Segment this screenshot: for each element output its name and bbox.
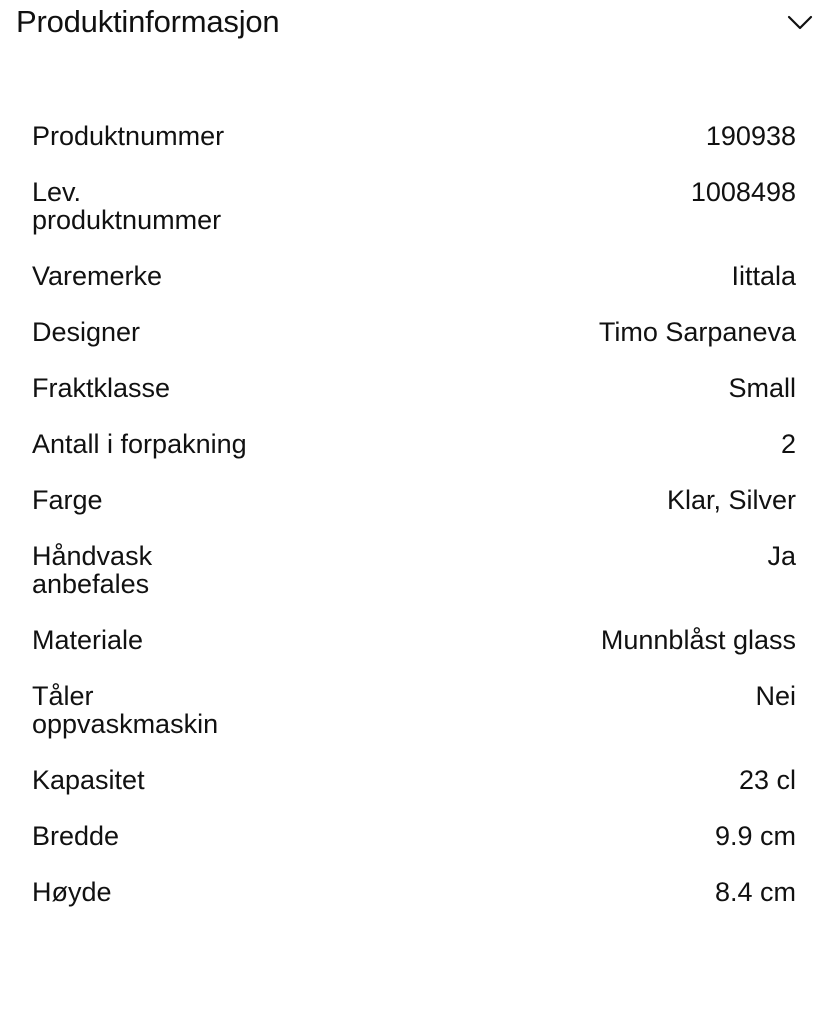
- spec-value: Nei: [755, 681, 796, 711]
- product-info-accordion-header[interactable]: [0, 0, 828, 46]
- spec-label: Produktnummer: [32, 121, 225, 151]
- spec-row-fraktklasse: [32, 374, 796, 402]
- spec-value: 9.9 cm: [714, 821, 796, 851]
- spec-label: Lev. produktnummer: [32, 177, 222, 235]
- spec-row-kapasitet: [32, 766, 796, 794]
- spec-label: Antall i forpakning: [32, 429, 247, 459]
- spec-value: 23 cl: [738, 765, 796, 795]
- spec-label: Materiale: [32, 625, 144, 655]
- spec-value: 2: [780, 429, 796, 459]
- spec-value: Iittala: [731, 261, 796, 291]
- spec-row-varemerke: [32, 262, 796, 290]
- spec-row-materiale: [32, 626, 796, 654]
- spec-label: Varemerke: [32, 261, 163, 291]
- spec-row-farge: [32, 486, 796, 514]
- product-spec-table: [32, 122, 796, 934]
- spec-row-produktnummer: [32, 122, 796, 150]
- spec-value: Munnblåst glass: [600, 625, 796, 655]
- spec-row-bredde: [32, 822, 796, 850]
- spec-value: 8.4 cm: [714, 877, 796, 907]
- spec-row-lev-produktnummer: [32, 178, 796, 234]
- spec-label: Håndvask anbefales: [32, 541, 153, 599]
- spec-label: Farge: [32, 485, 103, 515]
- spec-value: 1008498: [690, 177, 796, 207]
- spec-value: Ja: [767, 541, 796, 571]
- spec-value: Klar, Silver: [666, 485, 796, 515]
- spec-row-designer: [32, 318, 796, 346]
- spec-label: Kapasitet: [32, 765, 145, 795]
- spec-value: Small: [728, 373, 796, 403]
- chevron-down-icon[interactable]: [786, 12, 814, 32]
- spec-label: Fraktklasse: [32, 373, 171, 403]
- spec-value: Timo Sarpaneva: [598, 317, 796, 347]
- spec-row-antall-i-forpakning: [32, 430, 796, 458]
- accordion-title: Produktinformasjon: [16, 4, 280, 39]
- spec-value: 190938: [705, 121, 796, 151]
- spec-label: Bredde: [32, 821, 120, 851]
- spec-row-hoyde: [32, 878, 796, 906]
- spec-label: Høyde: [32, 877, 112, 907]
- spec-row-taler-oppvaskmaskin: [32, 682, 796, 738]
- spec-label: Tåler oppvaskmaskin: [32, 681, 219, 739]
- spec-label: Designer: [32, 317, 141, 347]
- spec-row-handvask-anbefales: [32, 542, 796, 598]
